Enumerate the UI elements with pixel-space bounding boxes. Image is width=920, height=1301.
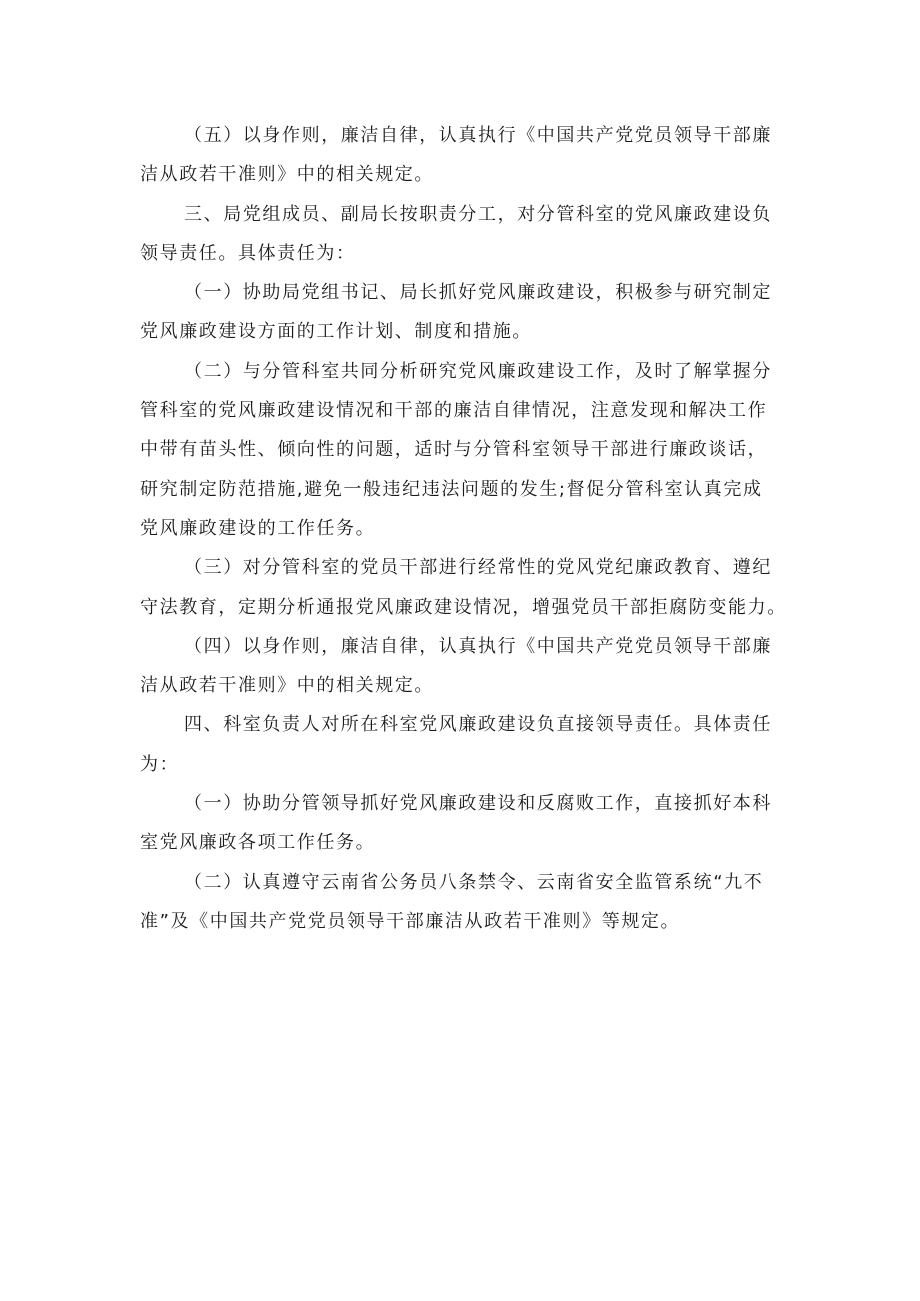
text-line: 党风廉政建设的工作任务。 (140, 517, 376, 539)
text-line: 洁从政若干准则》中的相关规定。 (140, 675, 434, 697)
text-line: 室党风廉政各项工作任务。 (140, 832, 376, 854)
text-line: （二）认真遵守云南省公务员八条禁令、云南省安全监管系统“九不 (184, 871, 764, 893)
text-line: （三）对分管科室的党员干部进行经常性的党风党纪廉政教育、遵纪 (184, 557, 772, 579)
text-line: 党风廉政建设方面的工作计划、制度和措施。 (140, 321, 532, 343)
text-line: （五）以身作则，廉洁自律，认真执行《中国共产党党员领导干部廉 (184, 125, 772, 146)
text-line: 管科室的党风廉政建设情况和干部的廉洁自律情况，注意发现和解决工作 (140, 400, 768, 422)
text-line: 准”及《中国共产党党员领导干部廉洁从政若干准则》等规定。 (140, 910, 681, 932)
text-line: （四）以身作则，廉洁自律，认真执行《中国共产党党员领导干部廉 (184, 635, 772, 657)
document-body (140, 116, 787, 941)
text-line: （一）协助局党组书记、局长抓好党风廉政建设，积极参与研究制定 (184, 282, 772, 304)
text-line: 为： (140, 753, 180, 775)
text-line: 守法教育，定期分析通报党风廉政建设情况，增强党员干部拒腐防变能力。 (140, 596, 787, 618)
text-line: 中带有苗头性、倾向性的问题，适时与分管科室领导干部进行廉政谈话， (140, 439, 768, 461)
text-line: （一）协助分管领导抓好党风廉政建设和反腐败工作，直接抓好本科 (184, 793, 772, 815)
text-line: 领导责任。具体责任为： (140, 242, 356, 264)
text-line: 研究制定防范措施,避免一般违纪违法问题的发生;督促分管科室认真完成 (140, 478, 763, 500)
text-line: 洁从政若干准则》中的相关规定。 (140, 164, 434, 186)
text-line: 四、科室负责人对所在科室党风廉政建设负直接领导责任。具体责任 (184, 714, 772, 736)
text-line: 三、局党组成员、副局长按职责分工，对分管科室的党风廉政建设负 (184, 203, 772, 225)
text-line: （二）与分管科室共同分析研究党风廉政建设工作，及时了解掌握分 (184, 360, 772, 382)
